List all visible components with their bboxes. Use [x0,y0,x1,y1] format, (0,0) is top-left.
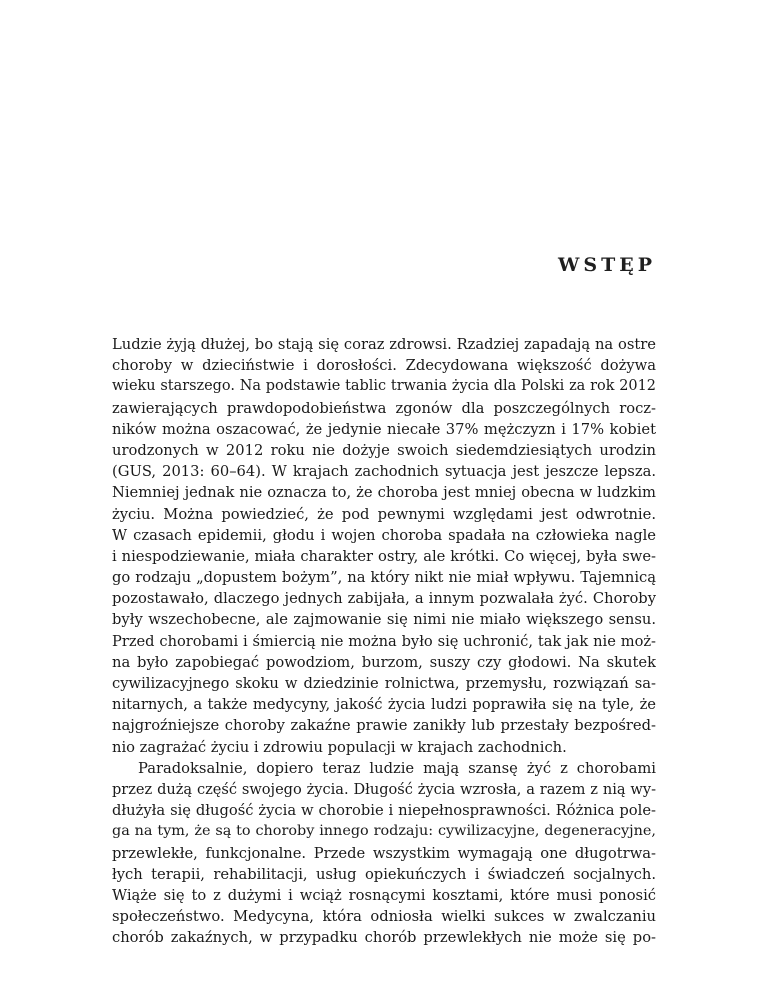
text-line: ga na tym, że są to choroby innego rodzaju: cywilizacyjne, degeneracyjne, [112,823,656,840]
text-line: cywilizacyjnego skoku w dziedzinie rolnictwa, przemysłu, rozwiązań sa- [112,675,656,692]
text-line: łych terapii, rehabilitacji, usług opiekuńczych i świadczeń socjalnych. [112,865,656,883]
text-line: były wszechobecne, ale zajmowanie się nimi nie miało większego sensu. [112,611,656,629]
text-line: W czasach epidemii, głodu i wojen choroba spadała na człowieka nagle [112,526,656,544]
text-line: wieku starszego. Na podstawie tablic trwania życia dla Polski za rok 2012 [112,378,656,395]
text-line: go rodzaju „dopustem bożym”, na który nikt nie miał wpływu. Tajemnicą [112,569,656,587]
chapter-heading: WSTĘP [558,254,656,276]
paragraph-last-line: nio zagrażać życiu i zdrowiu populacji w krajach zachodnich. [112,738,567,756]
text-line: Przed chorobami i śmiercią nie można było się uchronić, tak jak nie moż- [112,632,656,650]
text-line: Ludzie żyją dłużej, bo stają się coraz zdrowsi. Rzadziej zapadają na ostre [112,336,656,353]
text-line: życiu. Można powiedzieć, że pod pewnymi względami jest odwrotnie. [112,505,656,523]
text-line: choroby w dzieciństwie i dorosłości. Zdecydowana większość dożywa [112,357,656,375]
text-line: najgroźniejsze choroby zakaźne prawie zanikły lub przestały bezpośred- [112,717,656,735]
text-line: Niemniej jednak nie oznacza to, że choroba jest mniej obecna w ludzkim [112,484,656,502]
paragraph-first-line: Paradoksalnie, dopiero teraz ludzie mają szansę żyć z chorobami [138,759,656,777]
text-line: i niespodziewanie, miała charakter ostry, ale krótki. Co więcej, była swe- [112,547,656,565]
text-line: zawierających prawdopodobieństwa zgonów dla poszczególnych rocz- [112,399,656,417]
text-line: urodzonych w 2012 roku nie dożyje swoich siedemdziesiątych urodzin [112,441,656,459]
body-text [112,334,656,948]
text-line: przewlekłe, funkcjonalne. Przede wszystkim wymagają one długotrwa- [112,844,656,862]
text-line: chorób zakaźnych, w przypadku chorób przewlekłych nie może się po- [112,929,656,947]
text-line: Wiąże się to z dużymi i wciąż rosnącymi kosztami, które musi ponosić [112,886,656,904]
text-line: społeczeństwo. Medycyna, która odniosła wielki sukces w zwalczaniu [112,908,656,926]
text-line: pozostawało, dlaczego jednych zabijała, a innym pozwalała żyć. Choroby [112,590,656,608]
text-line: (GUS, 2013: 60–64). W krajach zachodnich sytuacja jest jeszcze lepsza. [112,463,656,481]
text-line: dłużyła się długość życia w chorobie i niepełnosprawności. Różnica pole- [112,802,656,820]
text-line: ników można oszacować, że jedynie niecałe 37% mężczyzn i 17% kobiet [112,420,656,438]
text-line: przez dużą część swojego życia. Długość życia wzrosła, a razem z nią wy- [112,780,656,798]
text-line: nitarnych, a także medycyny, jakość życia ludzi poprawiła się na tyle, że [112,696,656,714]
text-line: na było zapobiegać powodziom, burzom, suszy czy głodowi. Na skutek [112,653,656,671]
